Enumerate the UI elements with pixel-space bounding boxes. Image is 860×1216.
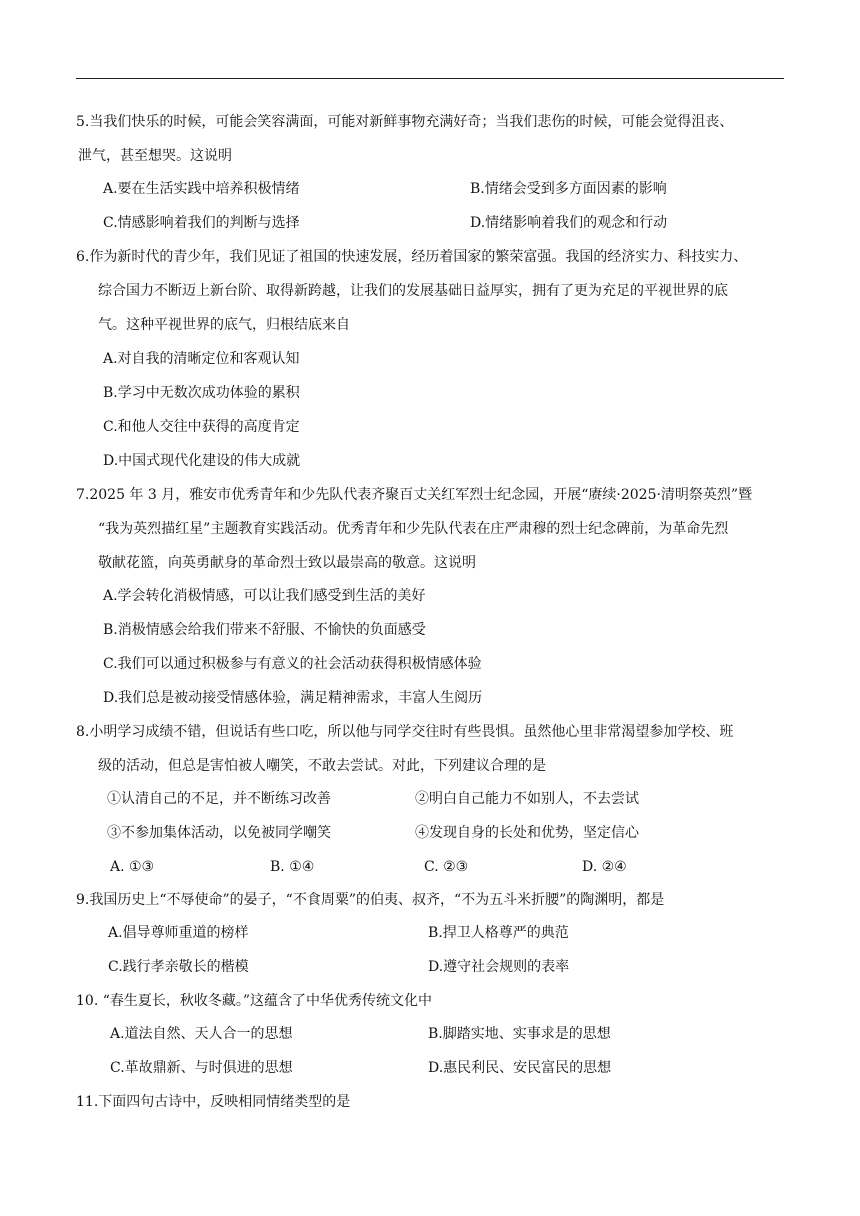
q6-stem-line-2: 综合国力不断迈上新台阶、取得新跨越，让我们的发展基础日益厚实，拥有了更为充足的平视世界的底 <box>98 283 728 299</box>
q8-stem-line-1: 8.小明学习成绩不错，但说话有些口吃，所以他与同学交往时有些畏惧。虽然他心里非常渴望参加学校、班 <box>76 724 734 740</box>
q8-choice-d: D. ②④ <box>582 859 627 875</box>
q5-option-c: C.情感影响着我们的判断与选择 <box>103 215 300 231</box>
q8-choice-a: A. ①③ <box>110 859 155 875</box>
q6-stem-line-1: 6.作为新时代的青少年，我们见证了祖国的快速发展，经历着国家的繁荣富强。我国的经济实力、科技实力、 <box>76 249 748 265</box>
q5-option-a: A.要在生活实践中培养积极情绪 <box>103 181 300 197</box>
q6-option-d: D.中国式现代化建设的伟大成就 <box>103 453 301 469</box>
header-rule <box>76 78 784 79</box>
q7-stem-line-3: 敬献花篮，向英勇献身的革命烈士致以最崇高的敬意。这说明 <box>98 555 476 571</box>
q10-option-b: B.脚踏实地、实事求是的思想 <box>428 1026 611 1042</box>
q10-stem-line-1: 10. “春生夏长，秋收冬藏。”这蕴含了中华优秀传统文化中 <box>76 993 433 1009</box>
q5-stem-line-1: 5.当我们快乐的时候，可能会笑容满面，可能对新鲜事物充满好奇；当我们悲伤的时候，可能会觉得沮丧、 <box>76 114 734 130</box>
q10-option-d: D.惠民利民、安民富民的思想 <box>428 1060 612 1076</box>
q6-option-c: C.和他人交往中获得的高度肯定 <box>103 419 300 435</box>
q7-option-c: C.我们可以通过积极参与有意义的社会活动获得积极情感体验 <box>103 656 482 672</box>
q8-statement-2: ②明白自己能力不如别人，不去尝试 <box>415 791 639 807</box>
q8-choice-b: B. ①④ <box>270 859 315 875</box>
q8-statement-1: ①认清自己的不足，并不断练习改善 <box>107 791 331 807</box>
q8-statement-3: ③不参加集体活动，以免被同学嘲笑 <box>107 825 331 841</box>
q9-option-a: A.倡导尊师重道的榜样 <box>108 925 249 941</box>
q5-option-d: D.情绪影响着我们的观念和行动 <box>470 215 668 231</box>
q9-option-c: C.践行孝亲敬长的楷模 <box>108 959 249 975</box>
q10-option-c: C.革故鼎新、与时俱进的思想 <box>110 1060 293 1076</box>
q6-option-a: A.对自我的清晰定位和客观认知 <box>103 351 300 367</box>
q8-stem-line-2: 级的活动，但总是害怕被人嘲笑，不敢去尝试。对此，下列建议合理的是 <box>98 758 546 774</box>
q7-option-d: D.我们总是被动接受情感体验，满足精神需求，丰富人生阅历 <box>103 690 483 706</box>
q9-option-d: D.遵守社会规则的表率 <box>428 959 570 975</box>
q9-stem-line-1: 9.我国历史上“不辱使命”的晏子，“不食周粟”的伯夷、叔齐，“不为五斗米折腰”的陶渊明，都是 <box>76 892 665 908</box>
q7-option-b: B.消极情感会给我们带来不舒服、不愉快的负面感受 <box>103 622 426 638</box>
q6-stem-line-3: 气。这种平视世界的底气，归根结底来自 <box>98 317 350 333</box>
q8-choice-c: C. ②③ <box>424 859 469 875</box>
q10-option-a: A.道法自然、天人合一的思想 <box>110 1026 293 1042</box>
q8-statement-4: ④发现自身的长处和优势，坚定信心 <box>415 825 639 841</box>
q7-stem-line-2: “我为英烈描红星”主题教育实践活动。优秀青年和少先队代表在庄严肃穆的烈士纪念碑前，为革命先烈 <box>98 521 729 537</box>
q7-option-a: A.学会转化消极情感，可以让我们感受到生活的美好 <box>103 588 426 604</box>
q5-option-b: B.情绪会受到多方面因素的影响 <box>470 181 667 197</box>
q5-stem-line-2: 泄气，甚至想哭。这说明 <box>78 148 232 164</box>
q6-option-b: B.学习中无数次成功体验的累积 <box>103 385 300 401</box>
q9-option-b: B.捍卫人格尊严的典范 <box>428 925 569 941</box>
q7-stem-line-1: 7.2025 年 3 月，雅安市优秀青年和少先队代表齐聚百丈关红军烈士纪念园，开展“赓续·2025·清明祭英烈”暨 <box>76 487 753 503</box>
q11-stem-line-1: 11.下面四句古诗中，反映相同情绪类型的是 <box>76 1094 351 1110</box>
